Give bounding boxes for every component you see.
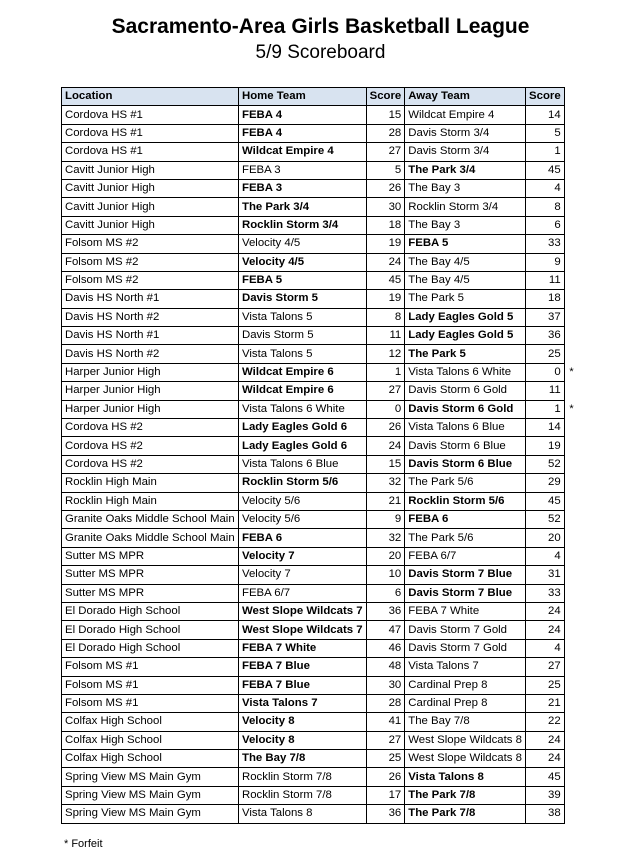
away-score-cell: 4 — [526, 639, 565, 657]
table-row — [62, 382, 565, 400]
home-team-cell: Wildcat Empire 6 — [239, 363, 367, 381]
home-team-cell: FEBA 7 Blue — [239, 658, 367, 676]
table-row — [62, 474, 565, 492]
away-team-cell: The Bay 4/5 — [405, 253, 526, 271]
location-cell: Colfax High School — [62, 713, 239, 731]
location-cell: Folsom MS #1 — [62, 658, 239, 676]
away-score-cell: 1 * — [526, 400, 565, 418]
page-subtitle: 5/9 Scoreboard — [255, 42, 386, 63]
home-score-cell: 15 — [366, 455, 405, 473]
home-team-cell: FEBA 4 — [239, 124, 367, 142]
table-row — [62, 179, 565, 197]
table-row — [62, 327, 565, 345]
home-team-cell: Velocity 5/6 — [239, 510, 367, 528]
home-team-cell: The Park 3/4 — [239, 198, 367, 216]
away-score-cell: 22 — [526, 713, 565, 731]
table-row — [62, 198, 565, 216]
table-row — [62, 124, 565, 142]
home-score-cell: 8 — [366, 308, 405, 326]
away-team-cell: Davis Storm 6 Gold — [405, 382, 526, 400]
home-score-cell: 47 — [366, 621, 405, 639]
home-team-cell: Lady Eagles Gold 6 — [239, 419, 367, 437]
away-team-cell: Vista Talons 7 — [405, 658, 526, 676]
location-cell: Rocklin High Main — [62, 492, 239, 510]
table-row — [62, 253, 565, 271]
away-score-cell: 45 — [526, 492, 565, 510]
footnote: * Forfeit — [64, 838, 103, 850]
location-cell: Spring View MS Main Gym — [62, 805, 239, 823]
away-team-cell: The Park 5 — [405, 345, 526, 363]
away-score-cell: 24 — [526, 621, 565, 639]
table-row — [62, 290, 565, 308]
away-score-cell: 19 — [526, 437, 565, 455]
location-cell: Davis HS North #1 — [62, 290, 239, 308]
table-row — [62, 621, 565, 639]
away-score-cell: 6 — [526, 216, 565, 234]
home-score-cell: 45 — [366, 271, 405, 289]
table-row — [62, 143, 565, 161]
location-cell: Sutter MS MPR — [62, 584, 239, 602]
forfeit-marker: * — [569, 402, 574, 415]
away-score-cell: 31 — [526, 566, 565, 584]
location-cell: Cordova HS #2 — [62, 437, 239, 455]
table-row — [62, 216, 565, 234]
table-row — [62, 786, 565, 804]
location-cell: Spring View MS Main Gym — [62, 768, 239, 786]
home-team-cell: Rocklin Storm 7/8 — [239, 768, 367, 786]
away-team-cell: The Park 7/8 — [405, 786, 526, 804]
away-team-cell: Davis Storm 3/4 — [405, 124, 526, 142]
home-team-cell: West Slope Wildcats 7 — [239, 602, 367, 620]
home-team-cell: Vista Talons 7 — [239, 694, 367, 712]
home-score-cell: 36 — [366, 602, 405, 620]
home-team-cell: Vista Talons 6 Blue — [239, 455, 367, 473]
away-score-cell: 36 — [526, 327, 565, 345]
home-score-cell: 28 — [366, 124, 405, 142]
home-score-cell: 41 — [366, 713, 405, 731]
scoreboard-table — [61, 87, 574, 824]
home-team-cell: Vista Talons 5 — [239, 345, 367, 363]
home-team-cell: Lady Eagles Gold 6 — [239, 437, 367, 455]
home-team-cell: Velocity 8 — [239, 731, 367, 749]
home-team-cell: FEBA 5 — [239, 271, 367, 289]
table-row — [62, 566, 565, 584]
away-team-cell: Lady Eagles Gold 5 — [405, 308, 526, 326]
home-score-cell: 32 — [366, 529, 405, 547]
location-cell: Sutter MS MPR — [62, 566, 239, 584]
away-score-cell: 24 — [526, 731, 565, 749]
away-team-cell: Davis Storm 6 Blue — [405, 455, 526, 473]
home-team-cell: FEBA 7 White — [239, 639, 367, 657]
location-cell: Folsom MS #2 — [62, 235, 239, 253]
location-cell: El Dorado High School — [62, 639, 239, 657]
home-score-cell: 21 — [366, 492, 405, 510]
home-score-cell: 46 — [366, 639, 405, 657]
home-score-cell: 1 — [366, 363, 405, 381]
table-row — [62, 455, 565, 473]
home-team-cell: Rocklin Storm 3/4 — [239, 216, 367, 234]
home-score-cell: 19 — [366, 235, 405, 253]
table-row — [62, 602, 565, 620]
table-row — [62, 235, 565, 253]
home-score-cell: 27 — [366, 731, 405, 749]
location-cell: Rocklin High Main — [62, 474, 239, 492]
home-score-cell: 26 — [366, 768, 405, 786]
home-score-cell: 9 — [366, 510, 405, 528]
location-cell: Cordova HS #2 — [62, 419, 239, 437]
away-team-cell: Davis Storm 7 Blue — [405, 566, 526, 584]
location-cell: Cordova HS #1 — [62, 106, 239, 124]
away-team-cell: The Bay 4/5 — [405, 271, 526, 289]
away-team-cell: Rocklin Storm 3/4 — [405, 198, 526, 216]
away-score-cell: 52 — [526, 510, 565, 528]
away-team-cell: The Bay 3 — [405, 179, 526, 197]
away-team-cell: FEBA 7 White — [405, 602, 526, 620]
location-cell: Davis HS North #1 — [62, 327, 239, 345]
away-score-cell: 25 — [526, 676, 565, 694]
away-score-cell: 20 — [526, 529, 565, 547]
away-score-cell: 38 — [526, 805, 565, 823]
away-score-cell: 8 — [526, 198, 565, 216]
table-row — [62, 271, 565, 289]
location-cell: Cordova HS #1 — [62, 124, 239, 142]
home-team-cell: The Bay 7/8 — [239, 750, 367, 768]
away-score-cell: 9 — [526, 253, 565, 271]
table-row — [62, 750, 565, 768]
location-cell: El Dorado High School — [62, 621, 239, 639]
away-score-cell: 21 — [526, 694, 565, 712]
home-team-cell: FEBA 6 — [239, 529, 367, 547]
away-team-cell: Davis Storm 7 Gold — [405, 621, 526, 639]
home-score-cell: 36 — [366, 805, 405, 823]
location-cell: Folsom MS #2 — [62, 271, 239, 289]
home-score-cell: 27 — [366, 382, 405, 400]
home-score-cell: 26 — [366, 179, 405, 197]
away-score-cell: 33 — [526, 235, 565, 253]
table-row — [62, 658, 565, 676]
away-team-cell: West Slope Wildcats 8 — [405, 750, 526, 768]
away-score-cell: 4 — [526, 547, 565, 565]
home-score-cell: 20 — [366, 547, 405, 565]
away-score-cell: 14 — [526, 106, 565, 124]
location-cell: Cavitt Junior High — [62, 161, 239, 179]
home-score-cell: 15 — [366, 106, 405, 124]
home-team-cell: Velocity 4/5 — [239, 253, 367, 271]
home-score-cell: 11 — [366, 327, 405, 345]
table-row — [62, 437, 565, 455]
home-team-cell: Davis Storm 5 — [239, 327, 367, 345]
home-team-cell: Velocity 4/5 — [239, 235, 367, 253]
away-score-cell: 24 — [526, 602, 565, 620]
table-row — [62, 161, 565, 179]
table-row — [62, 547, 565, 565]
away-score-cell: 29 — [526, 474, 565, 492]
table-row — [62, 713, 565, 731]
location-cell: Harper Junior High — [62, 382, 239, 400]
table-row — [62, 492, 565, 510]
away-team-cell: FEBA 5 — [405, 235, 526, 253]
location-cell: Harper Junior High — [62, 363, 239, 381]
table-row — [62, 106, 565, 124]
away-team-cell: The Park 3/4 — [405, 161, 526, 179]
away-team-cell: FEBA 6/7 — [405, 547, 526, 565]
home-team-cell: Velocity 7 — [239, 547, 367, 565]
home-score-cell: 48 — [366, 658, 405, 676]
away-team-cell: Davis Storm 6 Blue — [405, 437, 526, 455]
location-cell: Spring View MS Main Gym — [62, 786, 239, 804]
home-team-cell: Velocity 8 — [239, 713, 367, 731]
table-row — [62, 345, 565, 363]
table-row — [62, 308, 565, 326]
column-header-home-team: Home Team — [239, 88, 367, 106]
home-team-cell: Rocklin Storm 7/8 — [239, 786, 367, 804]
away-team-cell: The Bay 3 — [405, 216, 526, 234]
home-score-cell: 6 — [366, 584, 405, 602]
location-cell: Folsom MS #1 — [62, 676, 239, 694]
away-team-cell: FEBA 6 — [405, 510, 526, 528]
away-team-cell: Wildcat Empire 4 — [405, 106, 526, 124]
column-header-location: Location — [62, 88, 239, 106]
away-score-cell: 11 — [526, 271, 565, 289]
home-team-cell: Vista Talons 6 White — [239, 400, 367, 418]
away-team-cell: The Park 5 — [405, 290, 526, 308]
away-score-cell: 24 — [526, 750, 565, 768]
table-row — [62, 400, 565, 418]
away-team-cell: Davis Storm 7 Gold — [405, 639, 526, 657]
table-row — [62, 731, 565, 749]
home-score-cell: 24 — [366, 253, 405, 271]
away-team-cell: Davis Storm 7 Blue — [405, 584, 526, 602]
location-cell: Cordova HS #2 — [62, 455, 239, 473]
home-score-cell: 26 — [366, 419, 405, 437]
home-team-cell: Wildcat Empire 4 — [239, 143, 367, 161]
away-score-cell: 5 — [526, 124, 565, 142]
location-cell: Colfax High School — [62, 731, 239, 749]
home-score-cell: 5 — [366, 161, 405, 179]
away-score-cell: 52 — [526, 455, 565, 473]
home-score-cell: 17 — [366, 786, 405, 804]
forfeit-marker: * — [569, 365, 574, 378]
away-score-cell: 45 — [526, 161, 565, 179]
table-row — [62, 694, 565, 712]
page-title: Sacramento-Area Girls Basketball League — [111, 15, 530, 38]
home-score-cell: 28 — [366, 694, 405, 712]
away-score-cell: 0 * — [526, 363, 565, 381]
away-score-cell: 18 — [526, 290, 565, 308]
table-row — [62, 584, 565, 602]
away-team-cell: The Bay 7/8 — [405, 713, 526, 731]
home-score-cell: 0 — [366, 400, 405, 418]
away-score-cell: 37 — [526, 308, 565, 326]
away-team-cell: Vista Talons 6 White — [405, 363, 526, 381]
away-score-cell: 11 — [526, 382, 565, 400]
away-score-cell: 39 — [526, 786, 565, 804]
table-row — [62, 363, 565, 381]
location-cell: Colfax High School — [62, 750, 239, 768]
home-team-cell: Velocity 7 — [239, 566, 367, 584]
home-score-cell: 12 — [366, 345, 405, 363]
location-cell: Harper Junior High — [62, 400, 239, 418]
away-team-cell: West Slope Wildcats 8 — [405, 731, 526, 749]
away-team-cell: Cardinal Prep 8 — [405, 694, 526, 712]
home-team-cell: Wildcat Empire 6 — [239, 382, 367, 400]
away-score-cell: 27 — [526, 658, 565, 676]
home-team-cell: Davis Storm 5 — [239, 290, 367, 308]
away-team-cell: The Park 5/6 — [405, 529, 526, 547]
away-team-cell: Davis Storm 3/4 — [405, 143, 526, 161]
away-team-cell: Davis Storm 6 Gold — [405, 400, 526, 418]
location-cell: Davis HS North #2 — [62, 345, 239, 363]
table-row — [62, 529, 565, 547]
home-score-cell: 18 — [366, 216, 405, 234]
table-row — [62, 639, 565, 657]
home-score-cell: 32 — [366, 474, 405, 492]
location-cell: Cavitt Junior High — [62, 179, 239, 197]
home-score-cell: 30 — [366, 676, 405, 694]
home-score-cell: 27 — [366, 143, 405, 161]
location-cell: Davis HS North #2 — [62, 308, 239, 326]
home-team-cell: West Slope Wildcats 7 — [239, 621, 367, 639]
location-cell: Cordova HS #1 — [62, 143, 239, 161]
location-cell: Cavitt Junior High — [62, 198, 239, 216]
away-score-cell: 45 — [526, 768, 565, 786]
away-score-cell: 25 — [526, 345, 565, 363]
column-header-home-score: Score — [366, 88, 405, 106]
home-team-cell: FEBA 3 — [239, 179, 367, 197]
location-cell: El Dorado High School — [62, 602, 239, 620]
home-team-cell: Vista Talons 8 — [239, 805, 367, 823]
home-team-cell: FEBA 3 — [239, 161, 367, 179]
away-team-cell: The Park 5/6 — [405, 474, 526, 492]
away-team-cell: Vista Talons 6 Blue — [405, 419, 526, 437]
table-row — [62, 510, 565, 528]
home-score-cell: 10 — [366, 566, 405, 584]
location-cell: Folsom MS #1 — [62, 694, 239, 712]
column-header-away-score: Score — [526, 88, 565, 106]
home-score-cell: 19 — [366, 290, 405, 308]
away-score-cell: 1 — [526, 143, 565, 161]
home-team-cell: Velocity 5/6 — [239, 492, 367, 510]
table-row — [62, 768, 565, 786]
location-cell: Folsom MS #2 — [62, 253, 239, 271]
away-score-cell: 4 — [526, 179, 565, 197]
home-team-cell: FEBA 4 — [239, 106, 367, 124]
away-score-cell: 14 — [526, 419, 565, 437]
table-header-row — [62, 88, 565, 106]
away-team-cell: The Park 7/8 — [405, 805, 526, 823]
column-header-away-team: Away Team — [405, 88, 526, 106]
table-row — [62, 419, 565, 437]
home-team-cell: FEBA 7 Blue — [239, 676, 367, 694]
away-team-cell: Rocklin Storm 5/6 — [405, 492, 526, 510]
table-row — [62, 805, 565, 823]
home-score-cell: 24 — [366, 437, 405, 455]
home-score-cell: 25 — [366, 750, 405, 768]
home-score-cell: 30 — [366, 198, 405, 216]
away-team-cell: Lady Eagles Gold 5 — [405, 327, 526, 345]
home-team-cell: Vista Talons 5 — [239, 308, 367, 326]
table-row — [62, 676, 565, 694]
away-score-cell: 33 — [526, 584, 565, 602]
away-team-cell: Vista Talons 8 — [405, 768, 526, 786]
location-cell: Sutter MS MPR — [62, 547, 239, 565]
away-team-cell: Cardinal Prep 8 — [405, 676, 526, 694]
location-cell: Cavitt Junior High — [62, 216, 239, 234]
home-team-cell: Rocklin Storm 5/6 — [239, 474, 367, 492]
home-team-cell: FEBA 6/7 — [239, 584, 367, 602]
location-cell: Granite Oaks Middle School Main — [62, 510, 239, 528]
location-cell: Granite Oaks Middle School Main — [62, 529, 239, 547]
